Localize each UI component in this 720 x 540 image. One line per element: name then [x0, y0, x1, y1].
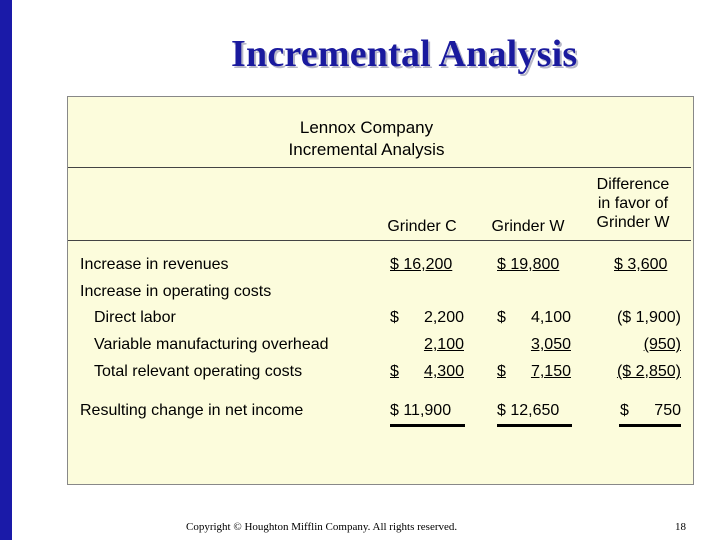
difference-header-line1: Difference	[596, 176, 670, 193]
revenues-difference: $ 3,600	[614, 256, 668, 273]
net-income-difference-sign: $	[620, 402, 629, 419]
column-header-difference	[583, 175, 683, 232]
column-header-grinder-c: Grinder C	[387, 218, 457, 235]
overhead-difference: (950)	[643, 336, 681, 353]
analysis-table	[67, 96, 694, 485]
row-label-overhead: Variable manufacturing overhead	[94, 336, 329, 353]
net-income-grinder-c-underline	[390, 424, 465, 427]
total-grinder-c: 4,300	[423, 363, 464, 380]
row-label-revenues: Increase in revenues	[80, 256, 229, 273]
company-name: Lennox Company	[299, 118, 434, 137]
slide-title: Incremental Analysis	[231, 33, 578, 75]
row-label-total-costs: Total relevant operating costs	[94, 363, 303, 380]
copyright-footer: Copyright © Houghton Mifflin Company. All rights reserved.	[186, 521, 458, 533]
total-grinder-w-sign: $	[497, 363, 506, 380]
total-grinder-c-sign: $	[390, 363, 399, 380]
net-income-difference-underline	[619, 424, 681, 427]
difference-header-line3: Grinder W	[596, 214, 670, 231]
accent-bar	[0, 0, 12, 540]
difference-header-line2: in favor of	[597, 195, 669, 212]
overhead-grinder-c: 2,100	[423, 336, 464, 353]
column-header-grinder-w: Grinder W	[491, 218, 565, 235]
header-divider	[68, 240, 691, 241]
net-income-grinder-c: $ 11,900	[390, 402, 452, 419]
direct-labor-grinder-w-sign: $	[497, 309, 506, 326]
page-number: 18	[675, 521, 686, 533]
direct-labor-grinder-w: 4,100	[530, 309, 571, 326]
direct-labor-difference: ($ 1,900)	[616, 309, 681, 326]
revenues-grinder-w: $ 19,800	[497, 256, 560, 273]
net-income-grinder-w: $ 12,650	[497, 402, 560, 419]
heading-divider	[68, 167, 691, 168]
table-subtitle: Incremental Analysis	[288, 140, 445, 159]
table-heading	[68, 117, 665, 161]
total-grinder-w: 7,150	[530, 363, 571, 380]
revenues-grinder-c: $ 16,200	[390, 256, 453, 273]
row-label-net-income: Resulting change in net income	[80, 402, 304, 419]
direct-labor-grinder-c-sign: $	[390, 309, 399, 326]
row-label-direct-labor: Direct labor	[94, 309, 176, 326]
total-difference: ($ 2,850)	[616, 363, 681, 380]
net-income-grinder-w-underline	[497, 424, 572, 427]
direct-labor-grinder-c: 2,200	[423, 309, 464, 326]
overhead-grinder-w: 3,050	[530, 336, 571, 353]
net-income-difference: 750	[654, 402, 681, 419]
row-label-operating-costs: Increase in operating costs	[80, 283, 272, 300]
